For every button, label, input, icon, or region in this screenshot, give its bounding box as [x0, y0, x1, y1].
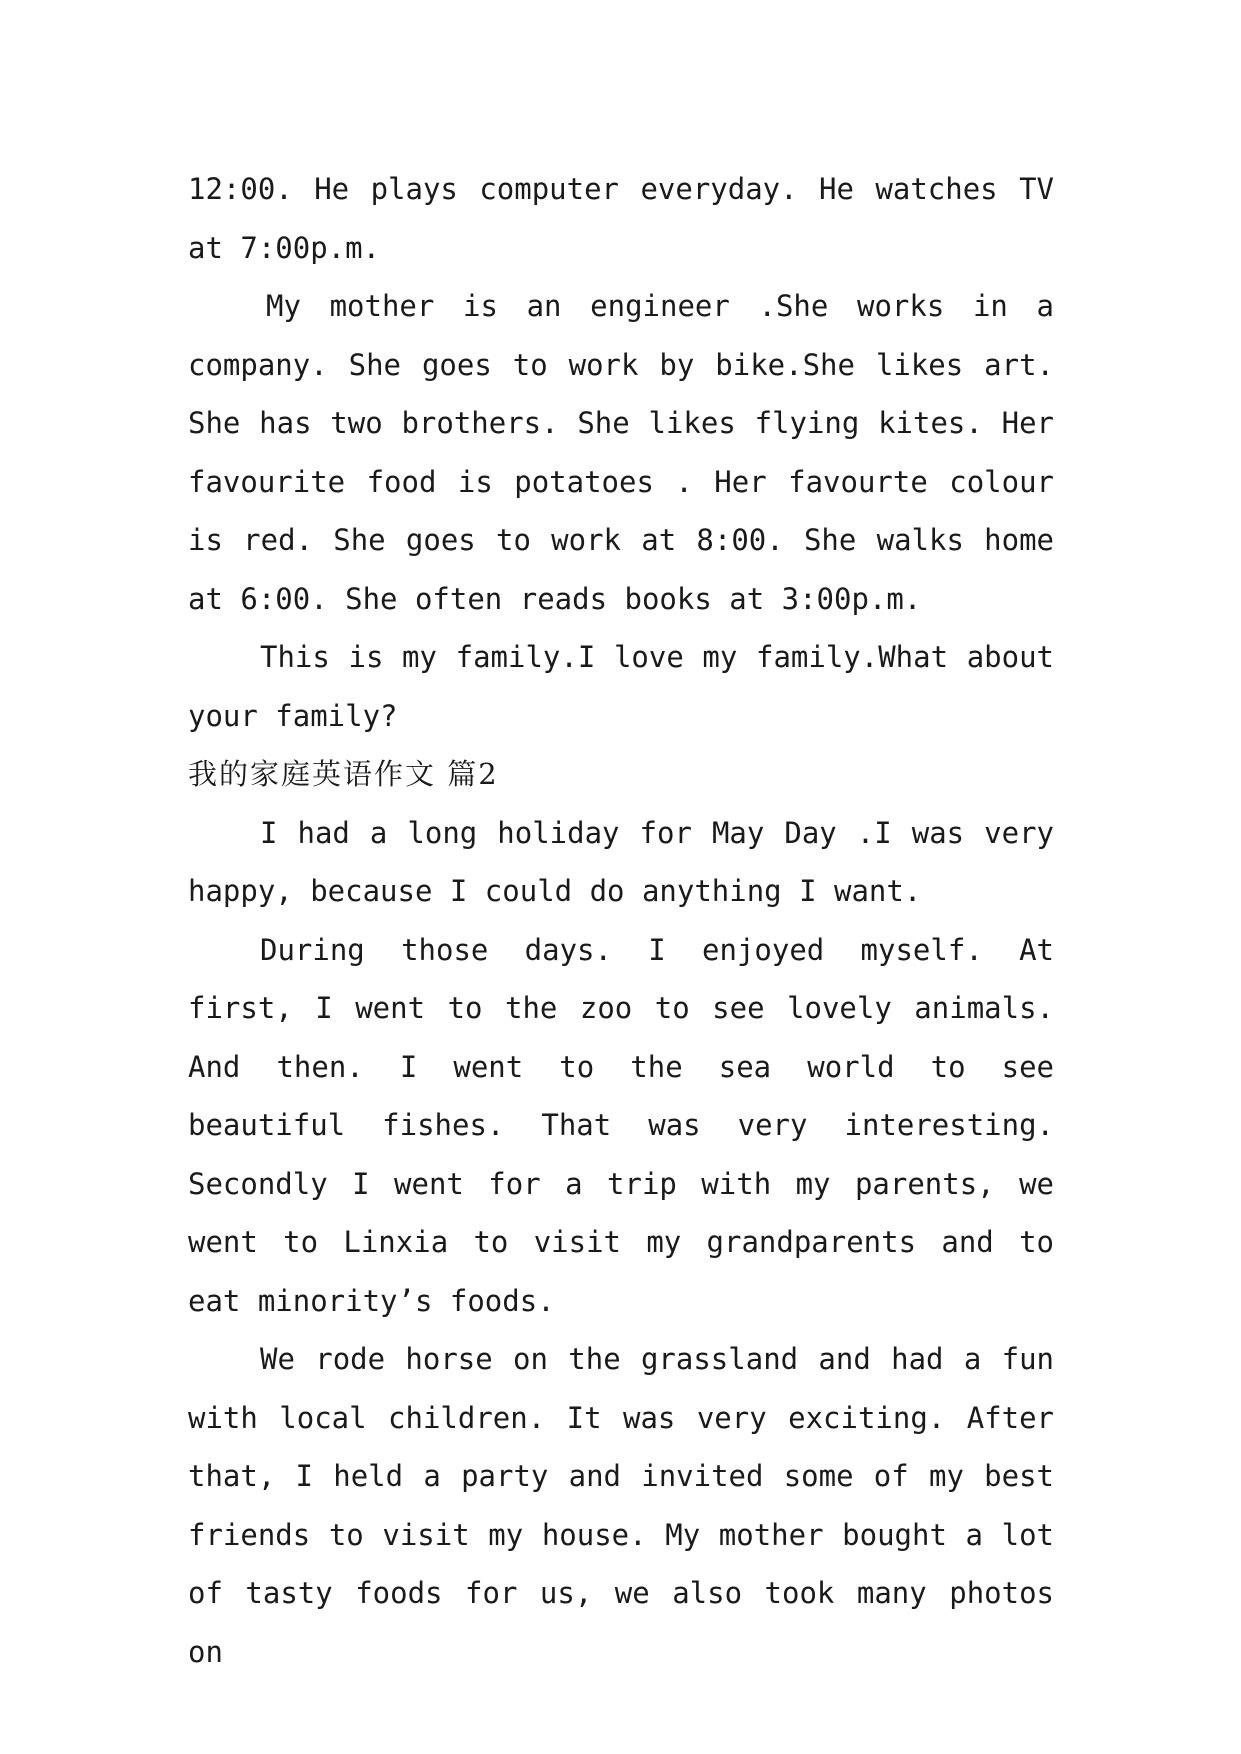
paragraph-father-routine: 12:00. He plays computer everyday. He watches TV at 7:00p.m. [188, 172, 1054, 265]
section-heading: 我的家庭英语作文 篇2 [188, 757, 499, 791]
document-body [188, 160, 1054, 1681]
paragraph-holiday-activities: During those days. I enjoyed myself. At first, I went to the zoo to see lovely animals. And then. I went to the sea world to see beautiful fishes. That was very interesting. Secondly I went for a trip with my parents, we went to Linxia to visit my grandparents and to eat minority’s foods. [188, 932, 1054, 1318]
paragraph-holiday-intro: I had a long holiday for May Day .I was very happy, because I could do anything I want. [188, 815, 1054, 908]
paragraph-mother: My mother is an engineer .She works in a company. She goes to work by bike.She likes art. She has two brothers. She likes flying kites. Her favourite food is potatoes . Her favourte colour is red. She goes to work at 8:00. She walks home at 6:00. She often reads books at 3:00p.m. [188, 289, 1054, 616]
paragraph-family-closing: This is my family.I love my family.What about your family? [188, 640, 1054, 733]
paragraph-holiday-grassland: We rode horse on the grassland and had a fun with local children. It was very exciting. After that, I held a party and invited some of my best friends to visit my house. My mother bought a lot of tasty foods for us, we also took many photos on [188, 1342, 1054, 1669]
